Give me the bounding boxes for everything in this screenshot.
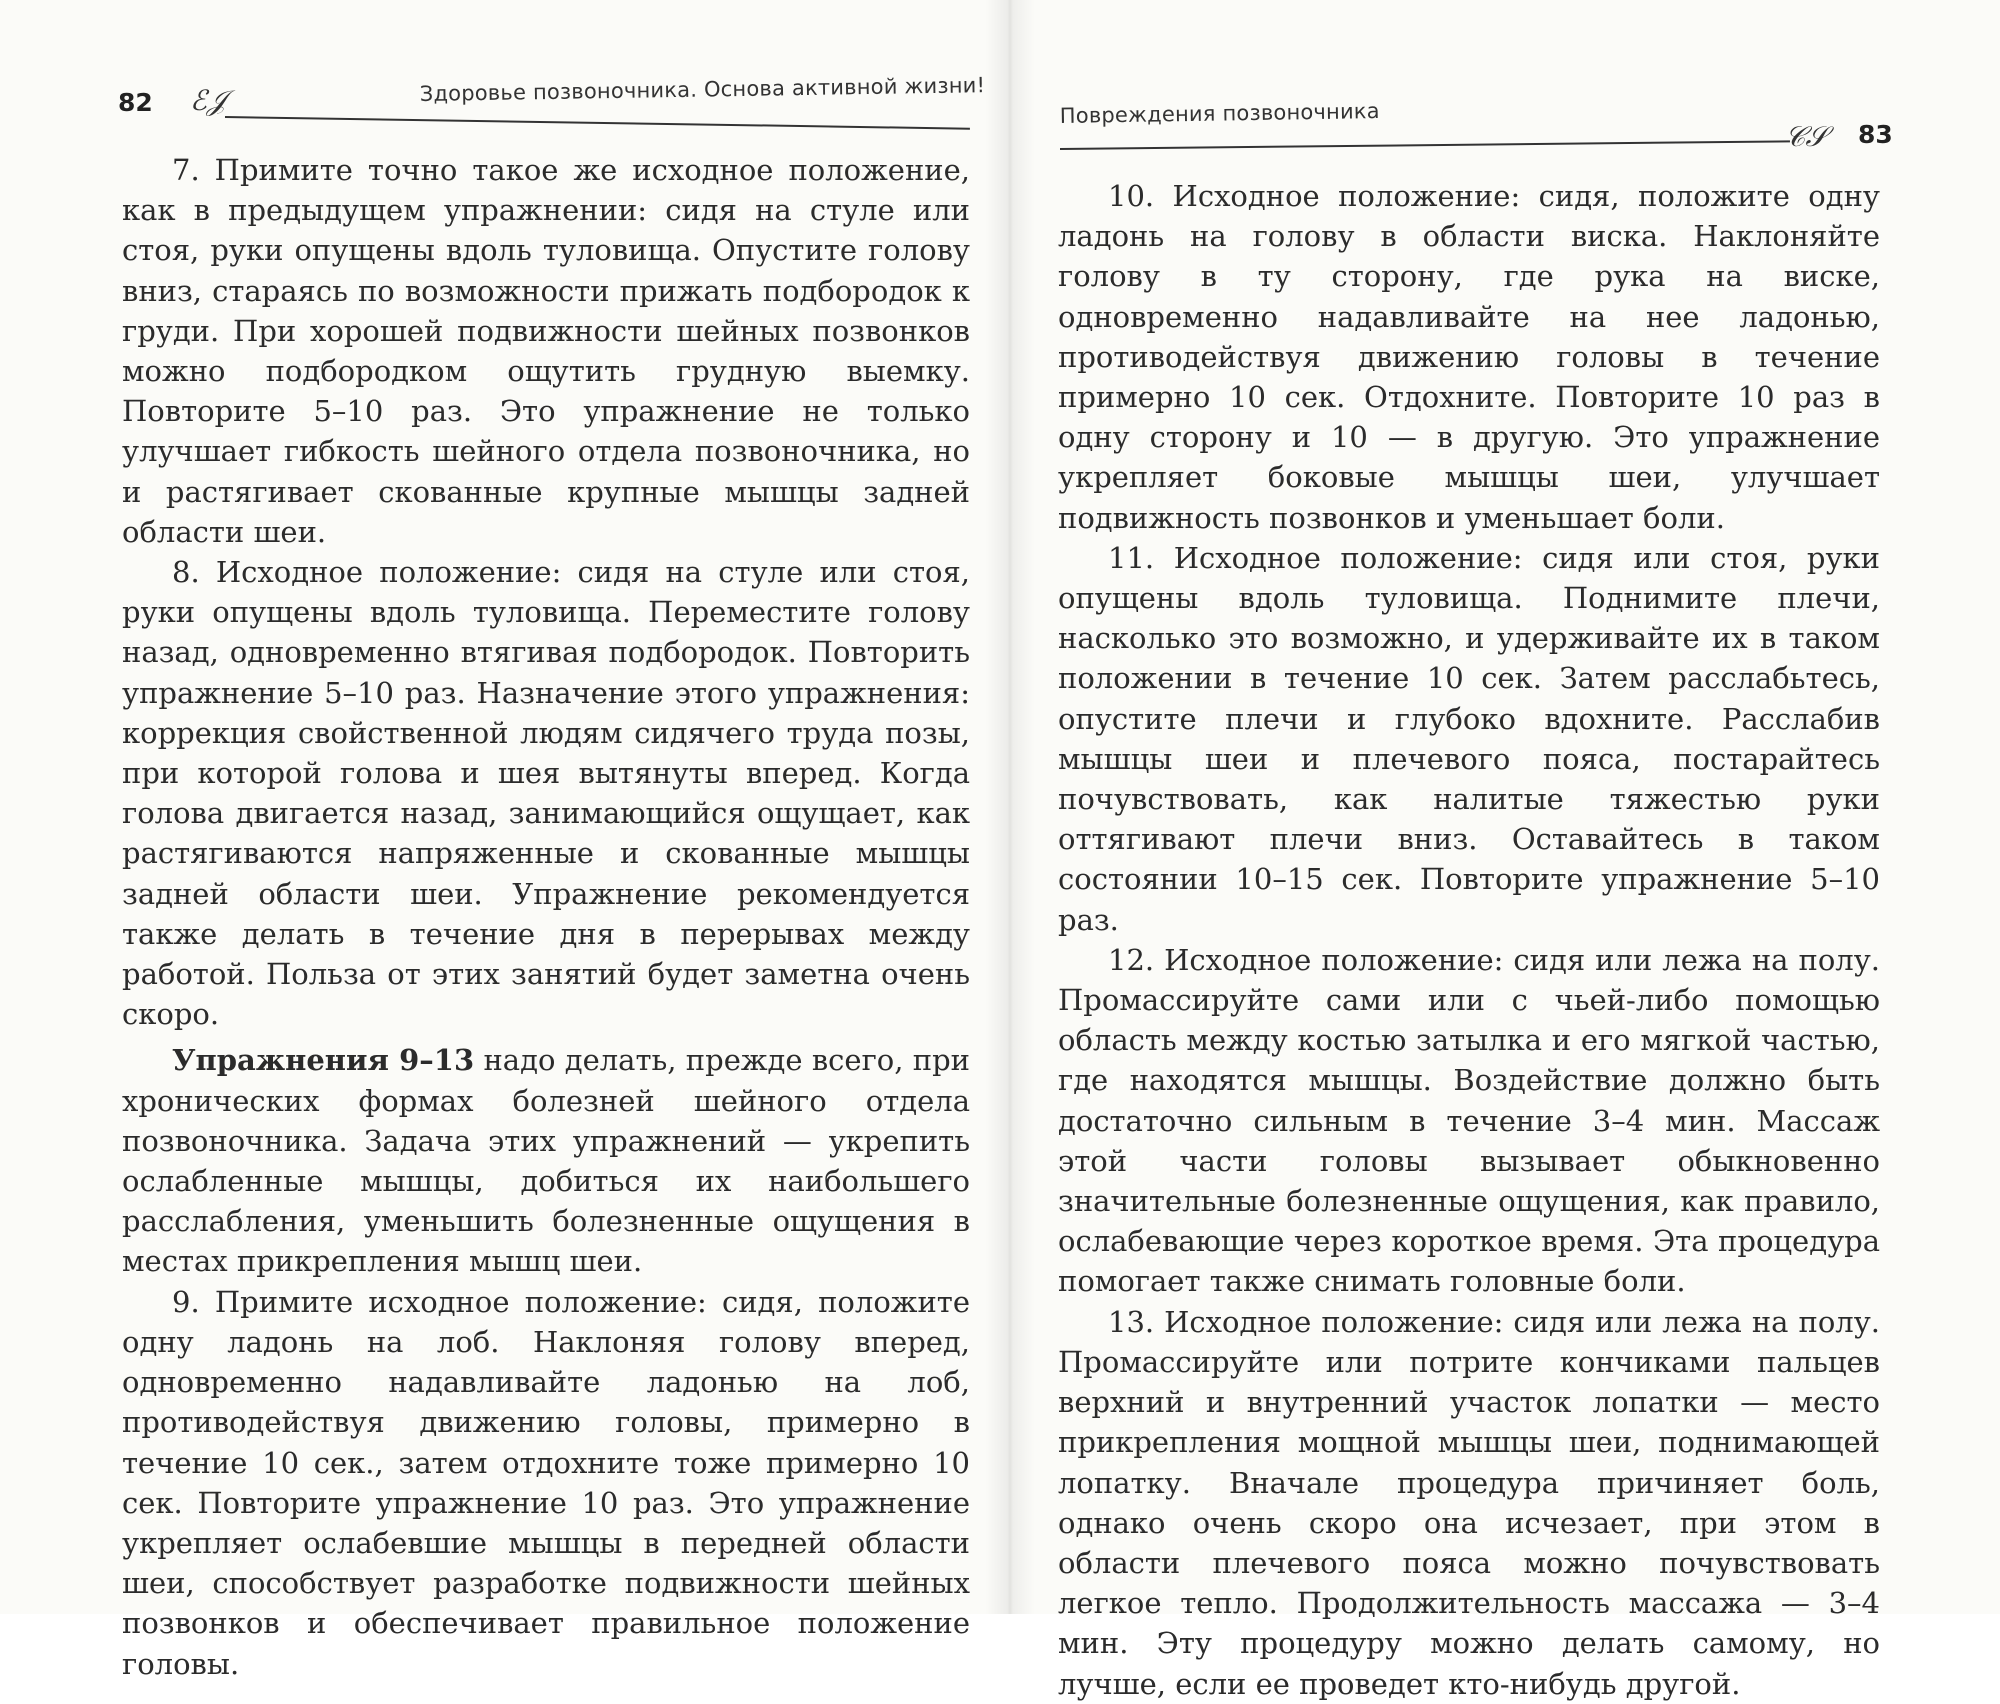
paragraph-exercise-10 (1058, 176, 1880, 538)
paragraph-text: 9. Примите исходное положение: сидя, положите одну ладонь на лоб. Наклоняя голову вперед, одновременно надавливайте ладонью на лоб, противодействуя движению головы, примерно в течение 10 сек., затем отдохните тоже примерно 10 сек. Повторите упражнение 10 раз. Это упражнение укрепляет ослабевшие мышцы в передней области шеи, способствует разработке подвижности шейных позвонков и обеспечивает правильное положение головы. (122, 1284, 970, 1681)
left-page (0, 0, 1010, 1681)
paragraph-text: надо делать, прежде всего, при хронических формах болезней шейного отдела позвоночника. Задача этих упражнений — укрепить ослабленные мышцы, добиться их наибольшего расслабления, уменьшить болезненные ощущения в местах прикрепления мышц шеи. (122, 1043, 970, 1279)
right-header-rule (1060, 140, 1790, 150)
right-body-text (1058, 176, 1880, 1704)
right-page-number: 83 (1858, 120, 1893, 149)
paragraph-text: 10. Исходное положение: сидя, положите одну ладонь на голову в области виска. Наклоняйте голову в ту сторону, где рука на виске, одновременно надавливайте на нее ладонью, противодействуя движению головы в течение примерно 10 сек. Отдохните. Повторите 10 раз в одну сторону и 10 — в другую. Это упражнение укрепляет боковые мышцы шеи, улучшает подвижность позвонков и уменьшает боли. (1058, 179, 1880, 535)
paragraph-exercise-12 (1058, 940, 1880, 1302)
paragraph-text: 13. Исходное положение: сидя или лежа на полу. Промассируйте или потрите кончиками пальцев верхний и внутренний участок лопатки — место прикрепления мощной мышцы шеи, поднимающей лопатку. Вначале процедура причиняет боль, однако очень скоро она исчезает, при этом в области плечевого пояса можно почувствовать легкое тепло. Продолжительность массажа — 3–4 мин. Эту процедуру можно делать самому, но лучше, если ее проведет кто-нибудь другой. (1058, 1304, 1880, 1701)
paragraph-exercise-8 (122, 552, 970, 1034)
left-body-text (122, 150, 970, 1684)
right-ornament-icon: 𝒞𝒮 (1785, 120, 1828, 153)
paragraph-exercise-11 (1058, 538, 1880, 940)
left-running-head (0, 0, 1010, 160)
left-ornament-icon: ℰ𝒥 (190, 84, 227, 117)
paragraph-text: 11. Исходное положение: сидя или стоя, руки опущены вдоль туловища. Поднимите плечи, насколько это возможно, и удерживайте их в таком положении в течение 10 сек. Затем расслабьтесь, опустите плечи и глубоко вдохните. Расслабив мышцы шеи и плечевого пояса, постарайтесь почувствовать, как налитые тяжестью руки оттягивают плечи вниз. Оставайтесь в таком состоянии 10–15 сек. Повторите упражнение 5–10 раз. (1058, 540, 1880, 937)
paragraph-lead: Упражнения 9–13 (172, 1043, 475, 1078)
left-page-number: 82 (118, 88, 153, 117)
right-running-head (1010, 0, 2000, 160)
left-running-title: Здоровье позвоночника. Основа активной жизни! (419, 73, 986, 106)
paragraph-text: 12. Исходное положение: сидя или лежа на полу. Промассируйте сами или с чьей-либо помощью область между костью затылка и его мягкой частью, где находятся мышцы. Воздействие должно быть достаточно сильным в течение 3–4 мин. Массаж этой части головы вызывает обыкновенно значительные болезненные ощущения, как правило, ослабевающие через короткое время. Эта процедура помогает также снимать головные боли. (1058, 942, 1880, 1299)
left-header-rule (225, 116, 970, 130)
right-page (1010, 0, 2000, 1701)
paragraph-exercises-9-13-intro (122, 1040, 970, 1281)
paragraph-exercise-13 (1058, 1302, 1880, 1704)
paragraph-exercise-9 (122, 1282, 970, 1684)
right-running-title: Повреждения позвоночника (1059, 98, 1380, 128)
paragraph-exercise-7 (122, 150, 970, 552)
paragraph-text: 8. Исходное положение: сидя на стуле или стоя, руки опущены вдоль туловища. Переместите голову назад, одновременно втягивая подбородок. Повторить упражнение 5–10 раз. Назначение этого упражнения: коррекция свойственной людям сидячего труда позы, при которой голова и шея вытянуты вперед. Когда голова двигается назад, занимающийся ощущает, как растягиваются напряженные и скованные мышцы задней области шеи. Упражнение рекомендуется также делать в течение дня в перерывах между работой. Польза от этих занятий будет заметна очень скоро. (122, 555, 970, 1032)
paragraph-text: 7. Примите точно такое же исходное положение, как в предыдущем упражнении: сидя на стуле или стоя, руки опущены вдоль туловища. Опустите голову вниз, стараясь по возможности прижать подбородок к груди. При хорошей подвижности шейных позвонков можно подбородком ощутить грудную выемку. Повторите 5–10 раз. Это упражнение не только улучшает гибкость шейного отдела позвоночника, но и растягивает скованные крупные мышцы задней области шеи. (122, 153, 970, 549)
